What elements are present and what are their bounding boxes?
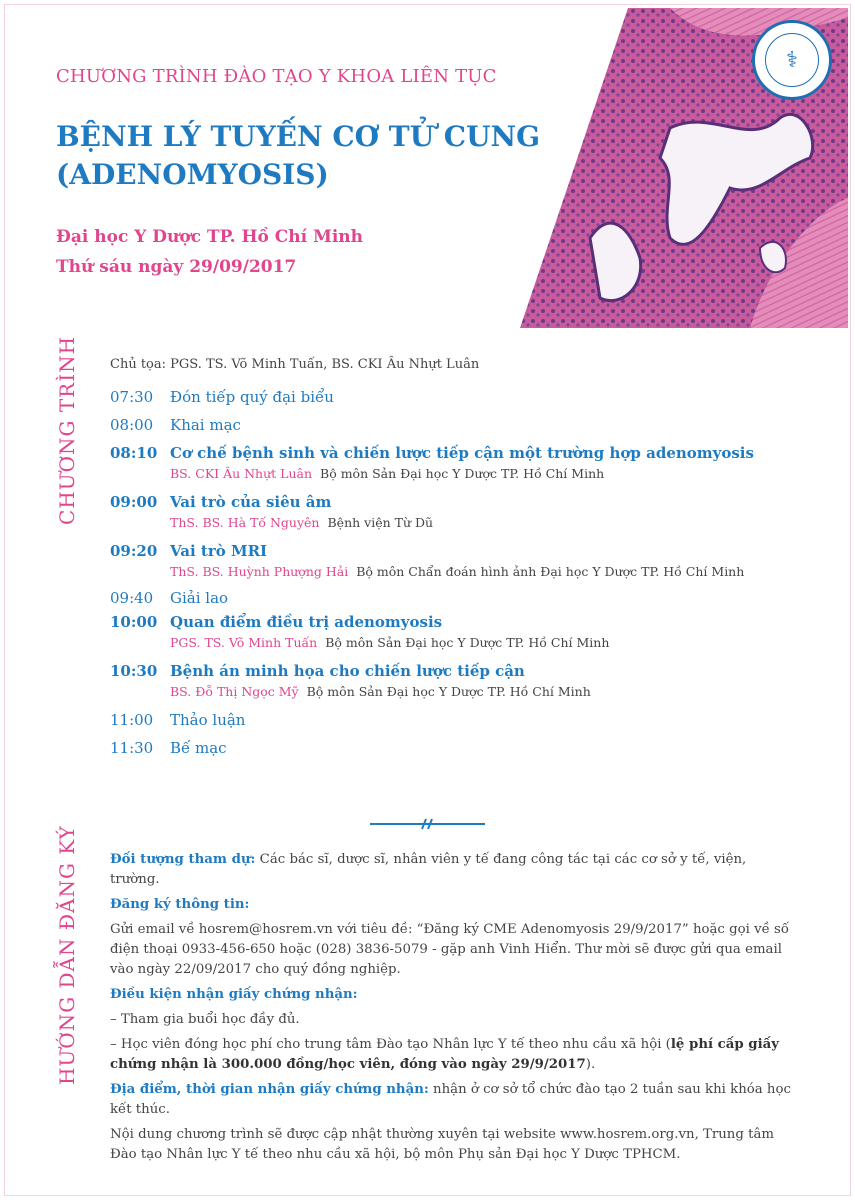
agenda-topic: Bế mạc: [170, 739, 227, 757]
agenda-item: [110, 589, 830, 607]
registration-section: [110, 850, 800, 1170]
agenda-item: [110, 662, 830, 699]
program-title: CHƯƠNG TRÌNH ĐÀO TẠO Y KHOA LIÊN TỤC: [56, 66, 497, 87]
speaker-name: BS. Đỗ Thị Ngọc Mỹ: [170, 684, 299, 699]
agenda-item: [110, 613, 830, 650]
agenda-speaker-line: [170, 466, 830, 481]
agenda-time: 08:00: [110, 416, 154, 434]
agenda-item: [110, 711, 830, 729]
agenda-item: [110, 739, 830, 757]
speaker-org: Bộ môn Sản Đại học Y Dược TP. Hồ Chí Minh: [325, 635, 610, 650]
agenda-time: 07:30: [110, 388, 154, 406]
speaker-org: Bộ môn Sản Đại học Y Dược TP. Hồ Chí Minh: [306, 684, 591, 699]
agenda-topic: Bệnh án minh họa cho chiến lược tiếp cận: [170, 662, 525, 680]
agenda-topic: Vai trò của siêu âm: [170, 493, 332, 511]
footer-text: Nội dung chương trình sẽ được cập nhật thường xuyên tại website www.hosrem.org.vn, Trung tâm Đào tạo Nhân lực Y tế theo nhu cầu xã hội, bộ môn Phụ sản Đại học Y Dược TPHCM.: [110, 1127, 774, 1162]
agenda-speaker-line: [170, 515, 830, 530]
agenda-item: [110, 542, 830, 579]
side-label-registration: HƯỚNG DẪN ĐĂNG KÝ: [55, 825, 79, 1085]
place-text: nhận ở cơ sở tổ chức đào tạo 2 tuần sau khi khóa học kết thúc.: [110, 1082, 791, 1117]
audience-label: Đối tượng tham dự:: [110, 852, 256, 867]
place-paragraph: [110, 1080, 800, 1120]
cert-item-2-post: ).: [585, 1057, 596, 1072]
agenda-topic: Giải lao: [170, 589, 229, 607]
signup-text: Gửi email về hosrem@hosrem.vn với tiêu đề: “Đăng ký CME Adenomyosis 29/9/2017” hoặc gọi về số điện thoại 0933-456-650 hoặc (028) 3836-5079 - gặp anh Vinh Hiển. Thư mời sẽ được gửi qua email vào ngày 22/09/2017 cho quý đồng nghiệp.: [110, 922, 789, 977]
speaker-org: Bệnh viện Từ Dũ: [327, 515, 434, 530]
university-logo: [752, 20, 832, 100]
agenda-item: [110, 416, 830, 434]
side-label-program: CHƯƠNG TRÌNH: [55, 335, 79, 525]
speaker-name: PGS. TS. Võ Minh Tuấn: [170, 635, 318, 650]
speaker-name: BS. CKI Âu Nhựt Luân: [170, 466, 313, 481]
agenda-topic: Khai mạc: [170, 416, 241, 434]
place-label: Địa điểm, thời gian nhận giấy chứng nhận:: [110, 1082, 429, 1097]
speaker-name: ThS. BS. Huỳnh Phượng Hải: [170, 564, 349, 579]
signup-label: Đăng ký thông tin:: [110, 897, 250, 912]
agenda-time: 08:10: [110, 444, 158, 462]
agenda-topic: Cơ chế bệnh sinh và chiến lược tiếp cận một trường hợp adenomyosis: [170, 444, 754, 462]
speaker-org: Bộ môn Chẩn đoán hình ảnh Đại học Y Dược TP. Hồ Chí Minh: [356, 564, 745, 579]
agenda-topic: Thảo luận: [170, 711, 246, 729]
agenda-time: 09:40: [110, 589, 154, 607]
agenda: [110, 388, 830, 763]
agenda-speaker-line: [170, 635, 830, 650]
agenda-item: [110, 493, 830, 530]
caduceus-icon: ⚕: [765, 33, 819, 87]
agenda-item: [110, 444, 830, 481]
main-title: [56, 118, 540, 194]
main-title-line1: BỆNH LÝ TUYẾN CƠ TỬ CUNG: [56, 120, 540, 153]
event-date: Thứ sáu ngày 29/09/2017: [56, 257, 297, 277]
cert-item-2-pre: – Học viên đóng học phí cho trung tâm Đào tạo Nhân lực Y tế theo nhu cầu xã hội (: [110, 1037, 671, 1052]
cert-label: Điều kiện nhận giấy chứng nhận:: [110, 987, 358, 1002]
cert-fee: lệ phí cấp giấy chứng nhận là 300.000 đồng/học viên, đóng vào ngày 29/9/2017: [110, 1037, 779, 1072]
agenda-topic: Quan điểm điều trị adenomyosis: [170, 613, 443, 631]
chair-line: Chủ tọa: PGS. TS. Võ Minh Tuấn, BS. CKI Âu Nhựt Luân: [110, 357, 480, 372]
agenda-topic: Đón tiếp quý đại biểu: [170, 388, 334, 406]
agenda-time: 09:20: [110, 542, 158, 560]
cert-item-2: [110, 1035, 800, 1075]
venue-name: Đại học Y Dược TP. Hồ Chí Minh: [56, 227, 364, 247]
audience-text: Các bác sĩ, dược sĩ, nhân viên y tế đang công tác tại các cơ sở y tế, viện, trường.: [110, 852, 747, 887]
agenda-item: [110, 388, 830, 406]
venue-block: [56, 222, 363, 282]
agenda-time: 09:00: [110, 493, 158, 511]
speaker-org: Bộ môn Sản Đại học Y Dược TP. Hồ Chí Minh: [320, 466, 605, 481]
audience-paragraph: [110, 850, 800, 890]
agenda-time: 11:00: [110, 711, 154, 729]
section-divider: [370, 818, 485, 830]
agenda-time: 10:00: [110, 613, 158, 631]
agenda-topic: Vai trò MRI: [170, 542, 268, 560]
agenda-time: 10:30: [110, 662, 158, 680]
agenda-speaker-line: [170, 564, 830, 579]
speaker-name: ThS. BS. Hà Tố Nguyên: [170, 515, 320, 530]
agenda-time: 11:30: [110, 739, 154, 757]
agenda-speaker-line: [170, 684, 830, 699]
main-title-line2: (ADENOMYOSIS): [56, 158, 329, 191]
cert-item-1: – Tham gia buổi học đầy đủ.: [110, 1012, 300, 1027]
